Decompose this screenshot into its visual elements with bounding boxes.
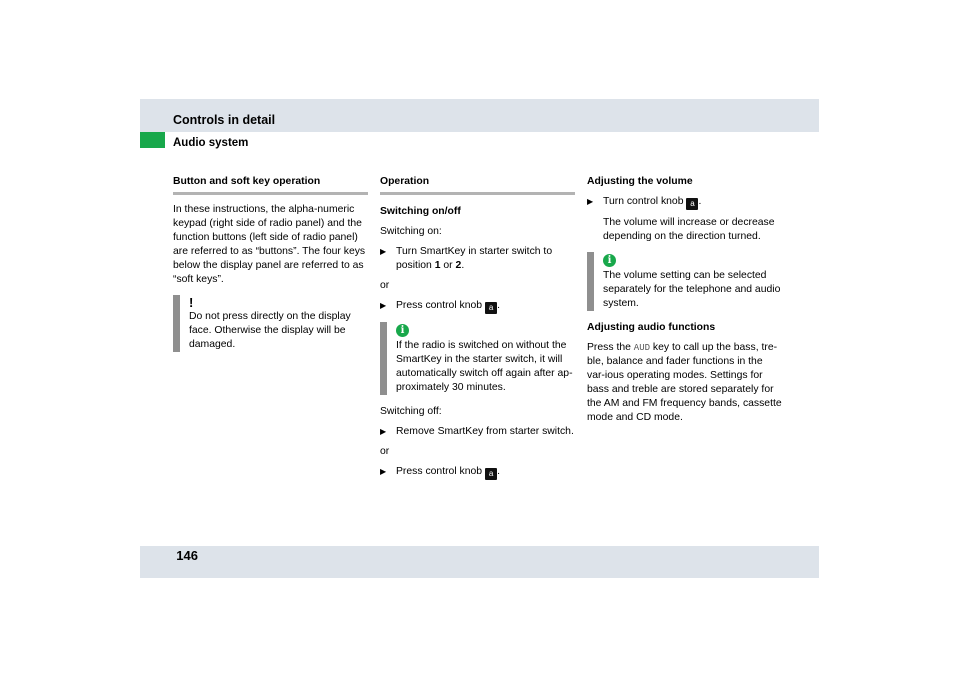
list-item: ▶ Press control knob a . — [380, 300, 500, 312]
control-knob-icon: a — [686, 198, 698, 210]
arrow-bullet-icon: ▶ — [380, 301, 387, 310]
body-button-description: In these instructions, the alpha-numeric keypad (right side of radio panel) and the function buttons (left side of radio panel) are referred to as “buttons”. The four keys below the display panel are referred to as “soft keys”. — [173, 204, 366, 285]
subheading-switching: Switching on/off — [380, 206, 461, 217]
heading-button-soft-key: Button and soft key operation — [173, 176, 321, 187]
warning-text: Do not press directly on the display face. Otherwise the display will be damaged. — [189, 311, 351, 350]
or-text: or — [380, 280, 390, 291]
section-color-tab — [140, 132, 165, 148]
control-knob-icon: a — [485, 468, 497, 480]
warning-icon: ! — [189, 295, 194, 310]
control-knob-icon: a — [485, 302, 497, 314]
arrow-bullet-icon: ▶ — [380, 247, 387, 256]
heading-rule — [173, 192, 368, 195]
column-button-operation — [173, 175, 368, 352]
list-item — [380, 245, 575, 273]
heading-operation: Operation — [380, 176, 430, 187]
info-icon: i — [603, 254, 616, 267]
bullet-text: Press control knob — [396, 466, 483, 477]
note-bar — [380, 322, 387, 395]
heading-rule — [380, 192, 575, 195]
audio-functions-text: Press the AUD key to call up the bass, tre-ble, balance and fader functions in the var-ious operating modes. Settings for bass and treble are stored separately for the AM and FM frequency bands, cassette mode and CD mode. — [587, 342, 782, 423]
switching-on-label: Switching on: — [380, 226, 442, 237]
arrow-bullet-icon: ▶ — [587, 197, 594, 206]
arrow-bullet-icon: ▶ — [380, 467, 387, 476]
warning-note — [173, 295, 368, 352]
info-icon: i — [396, 324, 409, 337]
heading-adjusting-volume: Adjusting the volume — [587, 176, 693, 187]
note-bar — [173, 295, 180, 352]
bullet-text: Turn control knob — [603, 196, 684, 207]
footer-band — [140, 546, 819, 578]
period: . — [461, 260, 465, 271]
heading-audio-functions: Adjusting audio functions — [587, 322, 716, 333]
info-note — [587, 252, 782, 311]
column-operation — [380, 175, 575, 480]
bullet-text: Press control knob — [396, 300, 483, 311]
position-2: 2 — [455, 260, 462, 271]
list-item: ▶ Press control knob a . — [380, 466, 500, 478]
volume-description: The volume will increase or decrease depending on the direction turned. — [603, 217, 775, 242]
switching-off-label: Switching off: — [380, 406, 442, 417]
arrow-bullet-icon: ▶ — [380, 427, 387, 436]
info-text: The volume setting can be selected separately for the telephone and audio system. — [603, 270, 781, 309]
note-bar — [587, 252, 594, 311]
aud-key-label: AUD — [633, 343, 650, 353]
column-volume — [587, 175, 782, 425]
list-item — [380, 425, 575, 439]
or-text: or — [380, 446, 390, 457]
bullet-text: Turn SmartKey in starter switch to position — [396, 246, 553, 271]
or-inline: or — [443, 260, 453, 271]
chapter-title: Controls in detail — [173, 113, 276, 127]
info-note — [380, 322, 575, 395]
bullet-text: Remove SmartKey from starter switch. — [396, 426, 574, 437]
info-text: If the radio is switched on without the SmartKey in the starter switch, it will automatically switch off again after ap-proximately 30 minutes. — [396, 340, 573, 393]
page-number: 146 — [176, 548, 198, 563]
list-item: ▶ Turn control knob a . — [587, 196, 702, 208]
section-title: Audio system — [173, 137, 249, 149]
position-1: 1 — [434, 260, 441, 271]
